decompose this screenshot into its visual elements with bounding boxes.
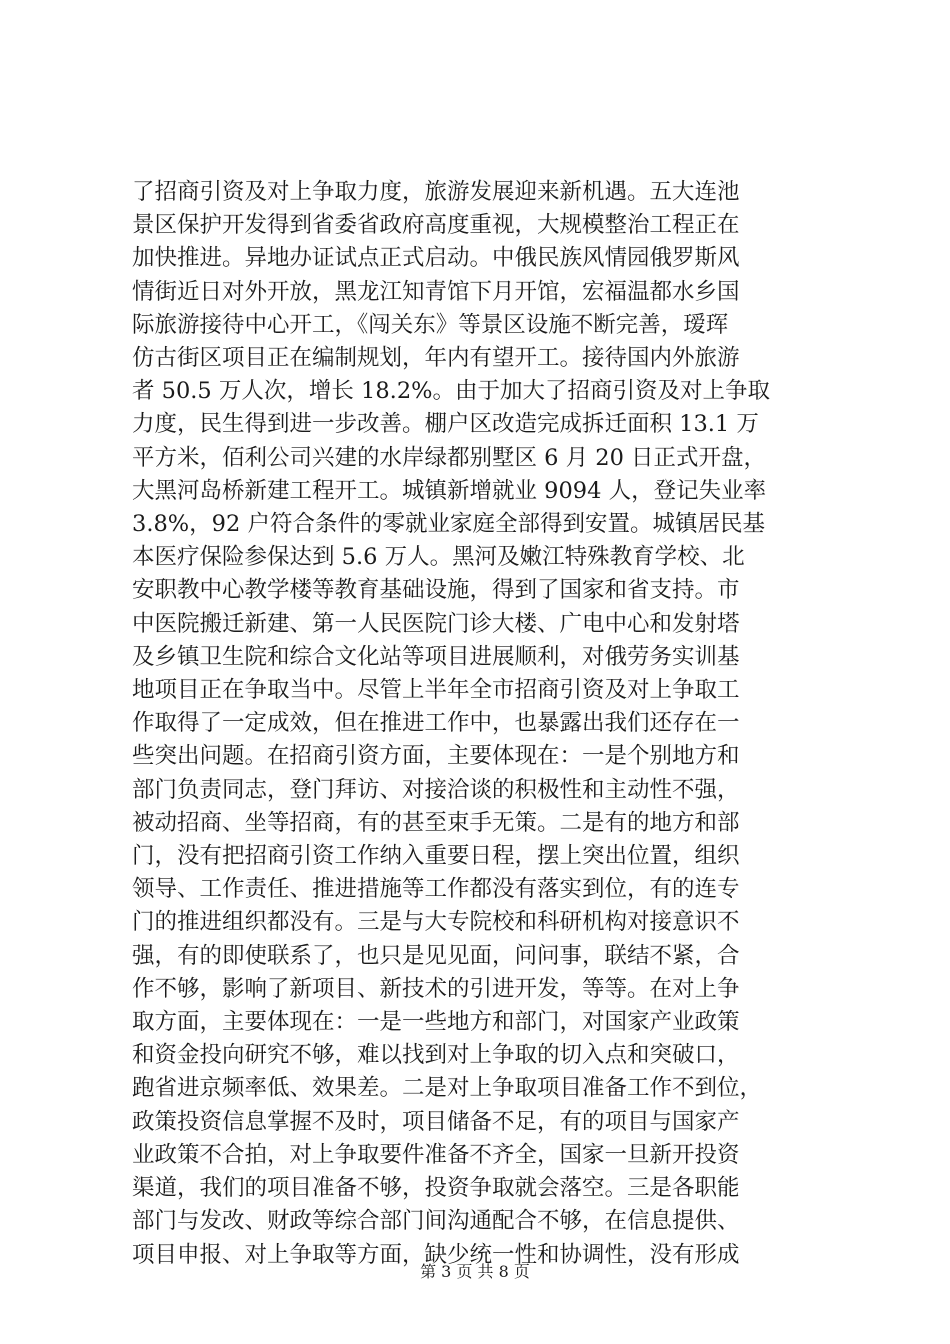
text-line: 取方面，主要体现在：一是一些地方和部门，对国家产业政策 [132,1009,740,1036]
text-line: 情街近日对外开放，黑龙江知青馆下月开馆，宏福温都水乡国 [132,278,740,305]
text-line: 际旅游接待中心开工，《闯关东》等景区设施不断完善，瑷珲 [132,311,729,338]
text-line: 门，没有把招商引资工作纳入重要日程，摆上突出位置，组织 [132,843,740,870]
text-line: 部门负责同志，登门拜访、对接洽谈的积极性和主动性不强， [132,776,740,803]
text-line: 3.8%，92 户符合条件的零就业家庭全部得到安置。城镇居民基 [132,511,765,538]
text-line: 强，有的即使联系了，也只是见见面，问问事，联结不紧，合 [132,942,740,969]
text-line: 了招商引资及对上争取力度，旅游发展迎来新机遇。五大连池 [132,179,740,205]
text-line: 本医疗保险参保达到 5.6 万人。黑河及嫩江特殊教育学校、北 [132,544,745,571]
text-line: 业政策不合拍，对上争取要件准备不齐全，国家一旦新开投资 [132,1141,740,1168]
text-line: 作不够，影响了新项目、新技术的引进开发，等等。在对上争 [132,975,740,1002]
text-line: 渠道，我们的项目准备不够，投资争取就会落空。三是各职能 [132,1175,740,1202]
text-line: 及乡镇卫生院和综合文化站等项目进展顺利，对俄劳务实训基 [132,643,740,670]
text-line: 跑省进京频率低、效果差。二是对上争取项目准备工作不到位， [132,1075,763,1102]
text-line: 领导、工作责任、推进措施等工作都没有落实到位，有的连专 [132,876,740,903]
text-line: 力度，民生得到进一步改善。棚户区改造完成拆迁面积 13.1 万 [132,411,759,438]
body-text [132,176,832,1272]
text-line: 仿古街区项目正在编制规划，年内有望开工。接待国内外旅游 [132,345,740,372]
text-line: 安职教中心教学楼等教育基础设施，得到了国家和省支持。市 [132,577,740,604]
text-line: 地项目正在争取当中。尽管上半年全市招商引资及对上争取工 [132,677,740,704]
text-line: 作取得了一定成效，但在推进工作中，也暴露出我们还存在一 [132,710,740,737]
text-line: 中医院搬迁新建、第一人民医院门诊大楼、广电中心和发射塔 [132,610,740,637]
page-footer: 第 3 页 共 8 页 [420,1262,530,1281]
text-line: 门的推进组织都没有。三是与大专院校和科研机构对接意识不 [132,909,740,936]
text-line: 些突出问题。在招商引资方面，主要体现在：一是个别地方和 [132,743,740,770]
text-line: 被动招商、坐等招商，有的甚至束手无策。二是有的地方和部 [132,809,740,836]
text-line: 加快推进。异地办证试点正式启动。中俄民族风情园俄罗斯风 [132,245,740,272]
text-line: 者 50.5 万人次，增长 18.2%。由于加大了招商引资及对上争取 [132,378,771,405]
text-line: 部门与发改、财政等综合部门间沟通配合不够，在信息提供、 [132,1208,740,1235]
text-line: 平方米，佰利公司兴建的水岸绿都别墅区 6 月 20 日正式开盘， [132,444,767,471]
text-line: 项目申报、对上争取等方面，缺少统一性和协调性，没有形成 [132,1241,740,1268]
text-line: 大黑河岛桥新建工程开工。城镇新增就业 9094 人，登记失业率 [132,477,767,504]
text-line: 和资金投向研究不够，难以找到对上争取的切入点和突破口， [132,1042,740,1069]
text-line: 景区保护开发得到省委省政府高度重视，大规模整治工程正在 [132,212,740,239]
text-line: 政策投资信息掌握不及时，项目储备不足，有的项目与国家产 [132,1108,740,1135]
